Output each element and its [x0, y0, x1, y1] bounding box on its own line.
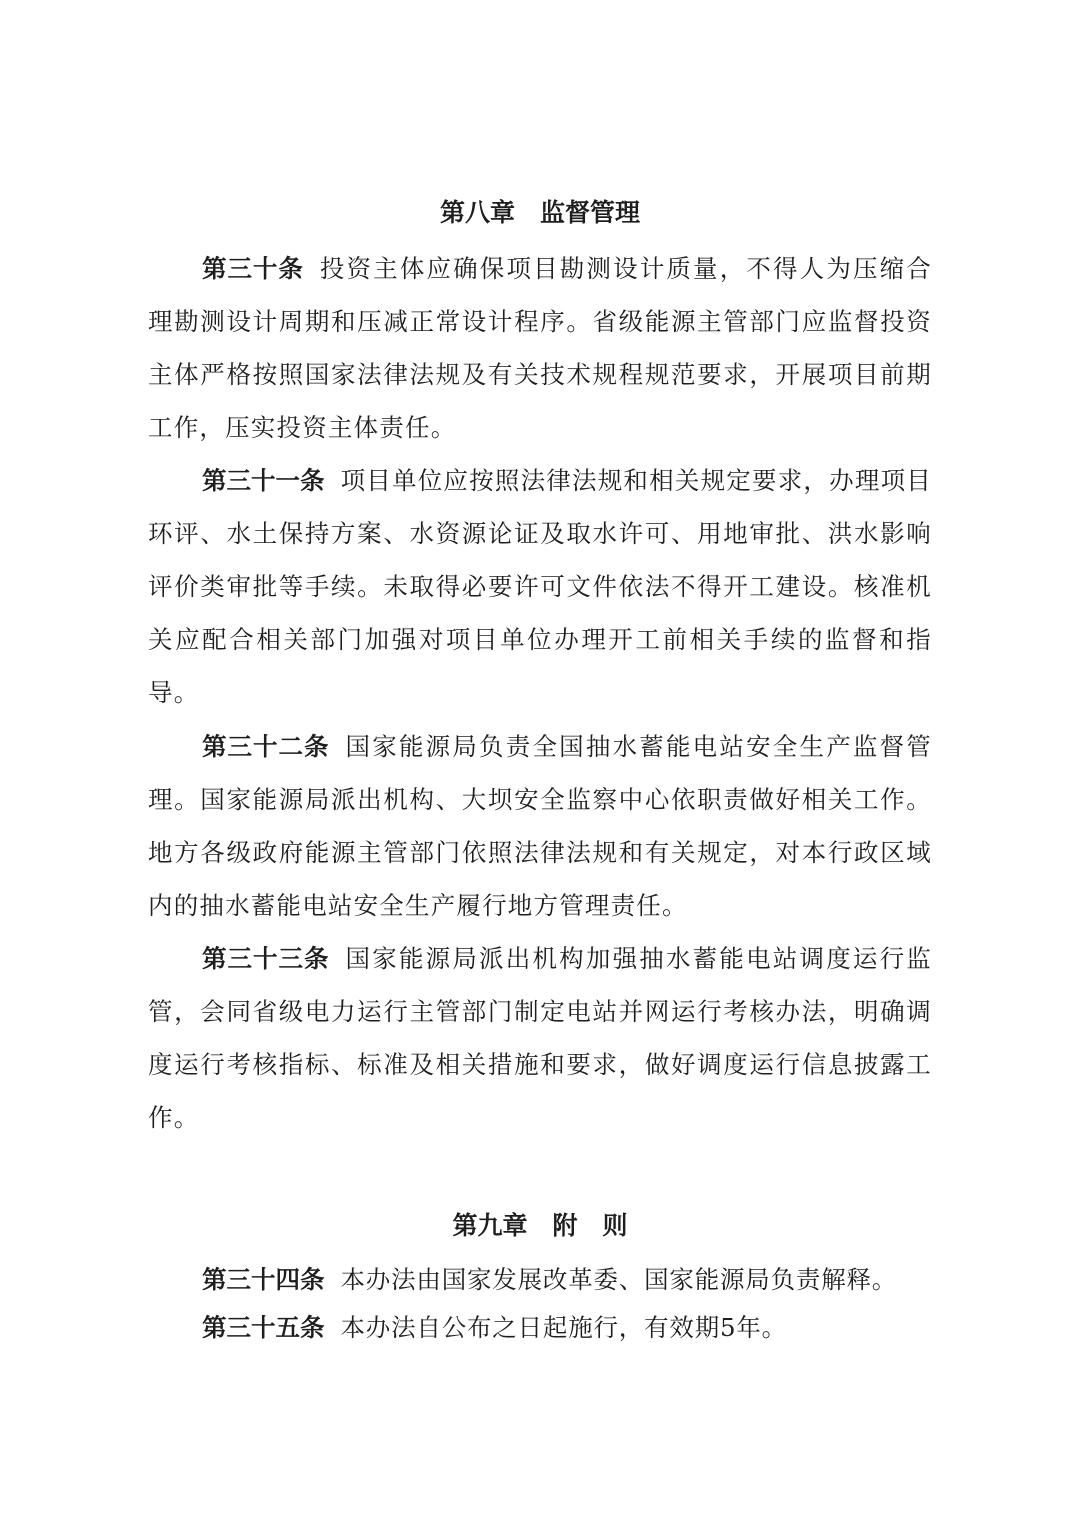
article [148, 242, 932, 454]
article-number: 第三十条 [202, 254, 304, 283]
article-number: 第三十四条 [202, 1265, 325, 1294]
article-number: 第三十二条 [202, 732, 330, 761]
article-number: 第三十五条 [202, 1313, 325, 1342]
article-text: 国家能源局负责全国抽水蓄能电站安全生产监督管理。国家能源局派出机构、大坝安全监察中心依职责做好相关工作。地方各级政府能源主管部门依照法律法规和有关规定，对本行政区域内的抽水蓄能电站安全生产履行地方管理责任。 [148, 732, 933, 920]
article-number: 第三十三条 [202, 944, 330, 973]
article-text: 投资主体应确保项目勘测设计质量，不得人为压缩合理勘测设计周期和压减正常设计程序。省级能源主管部门应监督投资主体严格按照国家法律法规及有关技术规程规范要求，开展项目前期工作，压实投资主体责任。 [148, 254, 933, 442]
article-text: 国家能源局派出机构加强抽水蓄能电站调度运行监管，会同省级电力运行主管部门制定电站并网运行考核办法，明确调度运行考核指标、标准及相关措施和要求，做好调度运行信息披露工作。 [148, 944, 933, 1132]
article-number: 第三十一条 [202, 466, 325, 495]
chapter-title: 第九章 附 则 [452, 1211, 628, 1240]
article-text: 本办法由国家发展改革委、国家能源局负责解释。 [340, 1265, 898, 1294]
article [148, 1253, 932, 1306]
article-text: 本办法自公布之日起施行，有效期5年。 [340, 1313, 787, 1342]
article [148, 932, 932, 1144]
article [148, 720, 932, 932]
article [148, 454, 932, 719]
chapter-title: 第八章 监督管理 [439, 198, 640, 227]
article-text: 项目单位应按照法律法规和相关规定要求，办理项目环评、水土保持方案、水资源论证及取水许可、用地审批、洪水影响评价类审批等手续。未取得必要许可文件依法不得开工建设。核准机关应配合相关部门加强对项目单位办理开工前相关手续的监督和指导。 [148, 466, 932, 707]
article [148, 1301, 932, 1354]
